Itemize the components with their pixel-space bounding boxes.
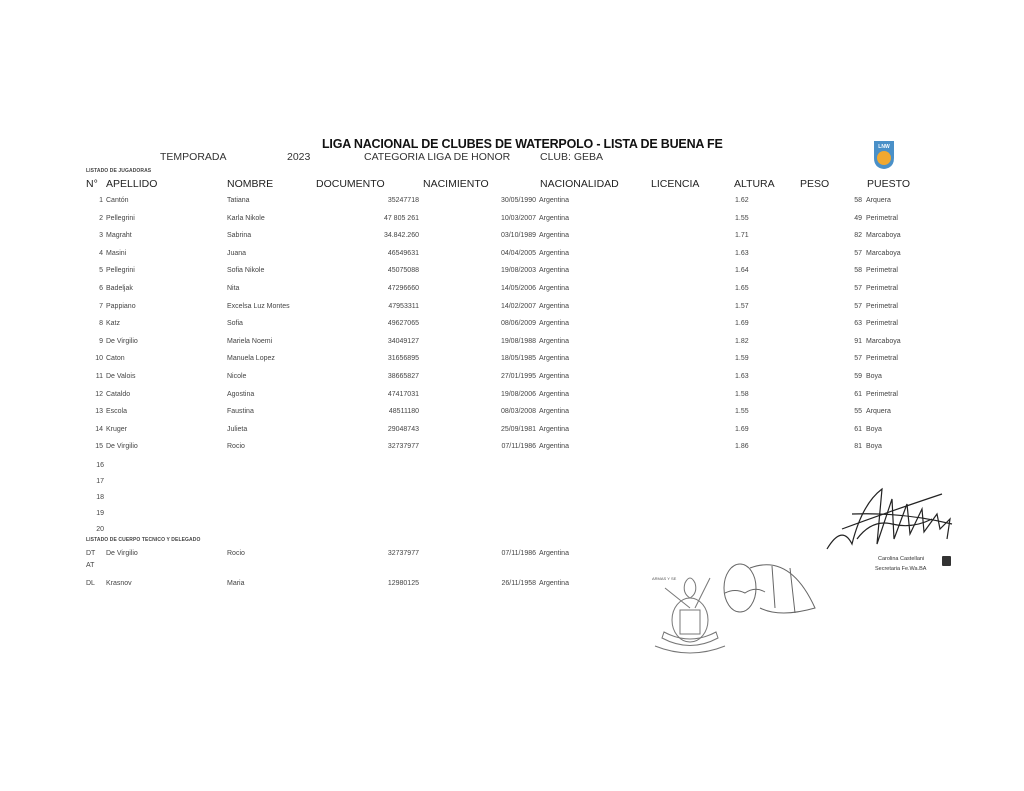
- cell-puesto: Perimetral: [866, 355, 898, 362]
- cell-nombre: Karla Nikole: [227, 215, 265, 222]
- cell-nombre: Julieta: [227, 426, 248, 433]
- cell-apellido: Cataldo: [106, 391, 131, 398]
- empty-row-number: 20: [96, 526, 104, 533]
- cell-nacimiento: 27/01/1995: [500, 373, 536, 380]
- cell-documento: 49627065: [387, 320, 419, 327]
- cell-peso: 55: [854, 408, 862, 415]
- col-peso: PESO: [800, 178, 830, 190]
- cell-peso: 81: [854, 443, 862, 450]
- cell-nacimiento: 07/11/1986: [501, 443, 536, 450]
- cell-nombre: Nicole: [227, 373, 247, 380]
- cell-puesto: Perimetral: [866, 303, 898, 310]
- cell-apellido: Caton: [106, 355, 125, 362]
- cell-apellido: De Virgilio: [106, 338, 138, 345]
- cell-nombre: Tatiana: [227, 197, 250, 204]
- row-number: 5: [99, 267, 103, 274]
- cell-documento: 47417031: [387, 391, 419, 398]
- row-number: 2: [99, 215, 103, 222]
- cell-apellido: Badeljak: [106, 285, 133, 292]
- cell-documento: 32737977: [387, 443, 419, 450]
- col-puesto: PUESTO: [867, 178, 910, 190]
- staff-section-label: LISTADO DE CUERPO TECNICO Y DELEGADO: [86, 537, 201, 543]
- temporada-value: 2023: [287, 151, 311, 163]
- cell-nacimiento: 14/05/2006: [500, 285, 536, 292]
- col-licencia: LICENCIA: [651, 178, 700, 190]
- cell-nacimiento: 18/05/1985: [500, 355, 536, 362]
- categoria: CATEGORIA LIGA DE HONOR: [364, 151, 511, 163]
- col-nacionalidad: NACIONALIDAD: [540, 178, 619, 190]
- cell-altura: 1.69: [735, 426, 749, 433]
- empty-row-number: 19: [96, 510, 104, 517]
- cell-nacionalidad: Argentina: [539, 320, 569, 327]
- cell-nombre: Agostina: [227, 391, 255, 398]
- cell-altura: 1.71: [735, 232, 749, 239]
- cell-nombre: Maria: [227, 580, 245, 587]
- cell-nacionalidad: Argentina: [539, 426, 569, 433]
- cell-puesto: Marcaboya: [866, 232, 901, 239]
- cell-nombre: Sofia: [227, 320, 243, 327]
- cell-documento: 45075088: [387, 267, 419, 274]
- cell-role: AT: [86, 562, 95, 569]
- cell-apellido: Pellegrini: [106, 267, 135, 274]
- cell-nacionalidad: Argentina: [539, 580, 569, 587]
- cell-peso: 91: [854, 338, 862, 345]
- cell-nombre: Excelsa Luz Montes: [227, 303, 290, 310]
- cell-documento: 34049127: [387, 338, 419, 345]
- cell-altura: 1.63: [735, 373, 749, 380]
- cell-nombre: Faustina: [227, 408, 254, 415]
- cell-peso: 63: [854, 320, 862, 327]
- cell-altura: 1.55: [735, 215, 749, 222]
- cell-documento: 35247718: [387, 197, 419, 204]
- empty-row-number: 16: [96, 462, 104, 469]
- cell-altura: 1.59: [735, 355, 749, 362]
- cell-peso: 49: [854, 215, 862, 222]
- cell-nacimiento: 19/08/1988: [500, 338, 536, 345]
- cell-nacimiento: 08/03/2008: [500, 408, 536, 415]
- cell-nacionalidad: Argentina: [539, 215, 569, 222]
- cell-peso: 57: [854, 250, 862, 257]
- cell-nombre: Sabrina: [227, 232, 252, 239]
- cell-nacimiento: 04/04/2005: [500, 250, 536, 257]
- cell-nombre: Manuela Lopez: [227, 355, 275, 362]
- cell-apellido: Escola: [106, 408, 128, 415]
- empty-row-number: 18: [96, 494, 104, 501]
- cell-apellido: Kruger: [106, 426, 128, 433]
- cell-puesto: Boya: [866, 373, 882, 380]
- cell-nacionalidad: Argentina: [539, 408, 569, 415]
- cell-nacionalidad: Argentina: [539, 443, 569, 450]
- row-number: 15: [95, 443, 103, 450]
- cell-puesto: Arquera: [866, 197, 891, 204]
- cell-apellido: Pellegrini: [106, 215, 135, 222]
- col-documento: DOCUMENTO: [316, 178, 385, 190]
- cell-nacionalidad: Argentina: [539, 267, 569, 274]
- cell-documento: 12980125: [387, 580, 419, 587]
- federation-badge-icon: [942, 556, 951, 566]
- cell-apellido: Cantón: [106, 197, 129, 204]
- cell-nombre: Rocio: [227, 443, 245, 450]
- col-altura: ALTURA: [734, 178, 775, 190]
- cell-altura: 1.69: [735, 320, 749, 327]
- cell-altura: 1.64: [735, 267, 749, 274]
- cell-altura: 1.65: [735, 285, 749, 292]
- cell-documento: 32737977: [387, 550, 419, 557]
- cell-documento: 48511180: [388, 408, 419, 415]
- cell-peso: 58: [854, 197, 862, 204]
- cell-puesto: Perimetral: [866, 320, 898, 327]
- cell-nacimiento: 14/02/2007: [500, 303, 536, 310]
- cell-altura: 1.86: [735, 443, 749, 450]
- cell-documento: 29048743: [387, 426, 419, 433]
- cell-apellido: De Valois: [106, 373, 136, 380]
- cell-nacimiento: 07/11/1986: [501, 550, 536, 557]
- cell-altura: 1.62: [735, 197, 749, 204]
- cell-nacimiento: 10/03/2007: [500, 215, 536, 222]
- cell-nacionalidad: Argentina: [539, 373, 569, 380]
- cell-nacimiento: 25/09/1981: [500, 426, 536, 433]
- cell-nacionalidad: Argentina: [539, 355, 569, 362]
- signatory-name: Carolina Castellani: [878, 556, 925, 562]
- cell-altura: 1.82: [735, 338, 749, 345]
- cell-nacionalidad: Argentina: [539, 232, 569, 239]
- logo-text: LNW: [878, 144, 890, 150]
- cell-documento: 34.842.260: [383, 232, 419, 239]
- cell-nacionalidad: Argentina: [539, 285, 569, 292]
- cell-nacimiento: 26/11/1958: [501, 580, 536, 587]
- row-number: 8: [99, 320, 103, 327]
- svg-text:ARMAS Y SE: ARMAS Y SE: [652, 576, 677, 581]
- club: CLUB: GEBA: [540, 151, 604, 163]
- cell-nombre: Nita: [227, 285, 240, 292]
- signatory-title: Secretaria Fe.Wa.BA: [875, 566, 927, 572]
- row-number: 6: [99, 285, 103, 292]
- cell-peso: 59: [854, 373, 862, 380]
- cell-nacionalidad: Argentina: [539, 338, 569, 345]
- cell-altura: 1.55: [735, 408, 749, 415]
- cell-puesto: Perimetral: [866, 267, 898, 274]
- cell-nacionalidad: Argentina: [539, 250, 569, 257]
- signature-scribble: [720, 558, 820, 628]
- document-title: LIGA NACIONAL DE CLUBES DE WATERPOLO - LISTA DE BUENA FE: [322, 137, 723, 151]
- col-apellido: APELLIDO: [106, 178, 158, 190]
- cell-apellido: Magraht: [106, 232, 132, 239]
- cell-nacimiento: 19/08/2003: [500, 267, 536, 274]
- cell-puesto: Arquera: [866, 408, 891, 415]
- row-number: 14: [95, 426, 103, 433]
- cell-altura: 1.58: [735, 391, 749, 398]
- cell-nacionalidad: Argentina: [539, 303, 569, 310]
- cell-peso: 61: [854, 426, 862, 433]
- row-number: 10: [95, 355, 103, 362]
- cell-nacimiento: 30/05/1990: [500, 197, 536, 204]
- cell-nacionalidad: Argentina: [539, 391, 569, 398]
- empty-row-number: 17: [96, 478, 104, 485]
- cell-puesto: Perimetral: [866, 391, 898, 398]
- cell-puesto: Marcaboya: [866, 338, 901, 345]
- cell-apellido: Pappiano: [106, 303, 136, 310]
- cell-peso: 57: [854, 285, 862, 292]
- cell-peso: 57: [854, 355, 862, 362]
- cell-nombre: Sofia Nikole: [227, 267, 265, 274]
- cell-peso: 82: [854, 232, 862, 239]
- cell-nombre: Juana: [227, 250, 247, 257]
- row-number: 1: [99, 197, 103, 204]
- cell-nacimiento: 19/08/2006: [500, 391, 536, 398]
- col-num: N°: [86, 178, 98, 190]
- row-number: 9: [99, 338, 103, 345]
- cell-documento: 47296660: [387, 285, 419, 292]
- cell-nacimiento: 08/06/2009: [500, 320, 536, 327]
- cell-role: DL: [86, 580, 95, 587]
- cell-documento: 47953311: [388, 303, 419, 310]
- cell-puesto: Boya: [866, 443, 882, 450]
- cell-apellido: Katz: [106, 320, 121, 327]
- cell-puesto: Perimetral: [866, 285, 898, 292]
- cell-documento: 46549631: [387, 250, 419, 257]
- cell-role: DT: [86, 550, 96, 557]
- cell-peso: 61: [854, 391, 862, 398]
- cell-peso: 57: [854, 303, 862, 310]
- cell-apellido: Masini: [106, 250, 127, 257]
- row-number: 3: [99, 232, 103, 239]
- cell-puesto: Boya: [866, 426, 882, 433]
- cell-nacionalidad: Argentina: [539, 550, 569, 557]
- cell-nombre: Rocio: [227, 550, 245, 557]
- row-number: 11: [95, 373, 103, 380]
- row-number: 7: [99, 303, 103, 310]
- row-number: 4: [99, 250, 103, 257]
- cell-puesto: Marcaboya: [866, 250, 901, 257]
- official-stamp: [650, 568, 730, 658]
- players-section-label: LISTADO DE JUGADORAS: [86, 168, 152, 174]
- cell-altura: 1.63: [735, 250, 749, 257]
- cell-apellido: Krasnov: [106, 580, 132, 587]
- cell-apellido: De Virgilio: [106, 550, 138, 557]
- col-nacimiento: NACIMIENTO: [423, 178, 489, 190]
- cell-peso: 58: [854, 267, 862, 274]
- cell-nacionalidad: Argentina: [539, 197, 569, 204]
- cell-documento: 38665827: [387, 373, 419, 380]
- league-logo: [873, 140, 895, 170]
- cell-documento: 31656895: [387, 355, 419, 362]
- cell-puesto: Perimetral: [866, 215, 898, 222]
- cell-nacimiento: 03/10/1989: [500, 232, 536, 239]
- row-number: 12: [95, 391, 103, 398]
- cell-altura: 1.57: [735, 303, 749, 310]
- cell-apellido: De Virgilio: [106, 443, 138, 450]
- cell-nombre: Mariela Noemi: [227, 338, 273, 345]
- signature-block: [822, 484, 962, 582]
- temporada-label: TEMPORADA: [160, 151, 227, 163]
- col-nombre: NOMBRE: [227, 178, 274, 190]
- cell-documento: 47 805 261: [383, 215, 419, 222]
- row-number: 13: [95, 408, 103, 415]
